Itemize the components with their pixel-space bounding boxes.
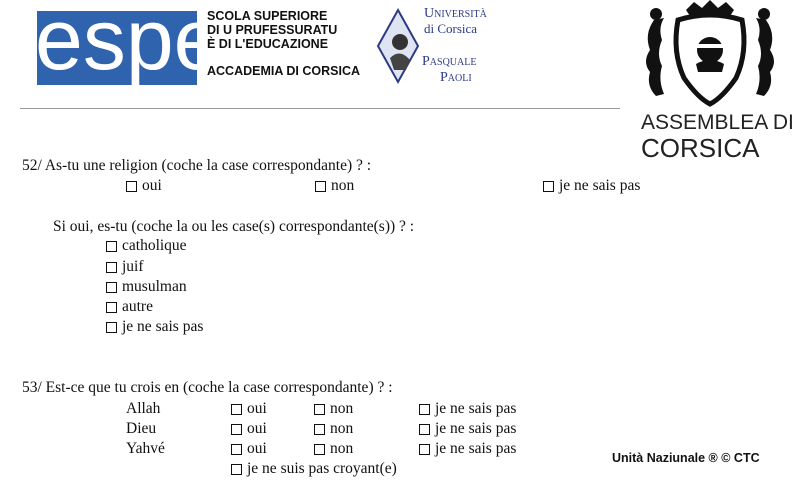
q53-allah-je-ne-sais-pas[interactable]: je ne sais pas (419, 400, 516, 418)
question-53: 53/ Est-ce que tu crois en (coche la case correspondante) ? : (22, 379, 393, 396)
checkbox[interactable] (106, 262, 117, 273)
q53-row-label-yahve: Yahvé (126, 440, 165, 457)
q53-yahve-non[interactable]: non (314, 440, 353, 458)
checkbox[interactable] (106, 322, 117, 333)
q52-sub-option-musulman[interactable]: musulman (106, 278, 187, 296)
university-emblem-icon (376, 8, 420, 84)
university-line-3: Pasquale (422, 54, 477, 69)
q52-option-je-ne-sais-pas[interactable]: je ne sais pas (543, 177, 640, 195)
university-line-1: Università (424, 6, 487, 21)
q53-dieu-non[interactable]: non (314, 420, 353, 438)
q52-sub-option-juif[interactable]: juif (106, 258, 144, 276)
school-name-line-1: SCOLA SUPERIORE (207, 9, 328, 23)
q53-yahve-je-ne-sais-pas[interactable]: je ne sais pas (419, 440, 516, 458)
q53-dieu-oui[interactable]: oui (231, 420, 267, 438)
checkbox[interactable] (315, 181, 326, 192)
checkbox[interactable] (231, 404, 242, 415)
assembly-line-2: CORSICA (641, 133, 760, 163)
q52-sub-option-je-ne-sais-pas[interactable]: je ne sais pas (106, 318, 203, 336)
checkbox[interactable] (419, 444, 430, 455)
q53-allah-non[interactable]: non (314, 400, 353, 418)
footer-credit: Unità Naziunale ® © CTC (612, 451, 760, 465)
checkbox[interactable] (106, 241, 117, 252)
q52-sub-option-autre[interactable]: autre (106, 298, 153, 316)
checkbox[interactable] (231, 464, 242, 475)
q53-option-not-believer[interactable]: je ne suis pas croyant(e) (231, 460, 397, 478)
checkbox[interactable] (106, 282, 117, 293)
corsica-coat-of-arms-icon (636, 0, 784, 110)
school-name-line-2: DI U PRUFESSURATU (207, 23, 338, 37)
checkbox[interactable] (543, 181, 554, 192)
checkbox[interactable] (126, 181, 137, 192)
question-52-sub: Si oui, es-tu (coche la ou les case(s) correspondante(s)) ? : (53, 218, 415, 235)
assembly-line-1: ASSEMBLEA DI (641, 111, 794, 134)
espe-logo-text: espe (35, 0, 222, 88)
checkbox[interactable] (231, 424, 242, 435)
checkbox[interactable] (231, 444, 242, 455)
q53-dieu-je-ne-sais-pas[interactable]: je ne sais pas (419, 420, 516, 438)
espe-logo (35, 0, 222, 88)
checkbox[interactable] (419, 424, 430, 435)
header-divider (20, 108, 620, 109)
academy-name: ACCADEMIA DI CORSICA (207, 64, 361, 78)
q52-option-non[interactable]: non (315, 177, 354, 195)
q53-row-label-dieu: Dieu (126, 420, 157, 437)
university-line-2: di Corsica (424, 21, 478, 36)
q52-option-oui[interactable]: oui (126, 177, 162, 195)
checkbox[interactable] (106, 302, 117, 313)
checkbox[interactable] (314, 424, 325, 435)
q53-yahve-oui[interactable]: oui (231, 440, 267, 458)
question-52: 52/ As-tu une religion (coche la case correspondante) ? : (22, 157, 372, 174)
q53-row-label-allah: Allah (126, 400, 161, 417)
school-name-line-3: È DI L'EDUCAZIONE (207, 37, 329, 51)
checkbox[interactable] (314, 404, 325, 415)
checkbox[interactable] (419, 404, 430, 415)
university-line-4: Paoli (440, 70, 472, 85)
q52-sub-option-catholique[interactable]: catholique (106, 237, 187, 255)
checkbox[interactable] (314, 444, 325, 455)
q53-allah-oui[interactable]: oui (231, 400, 267, 418)
